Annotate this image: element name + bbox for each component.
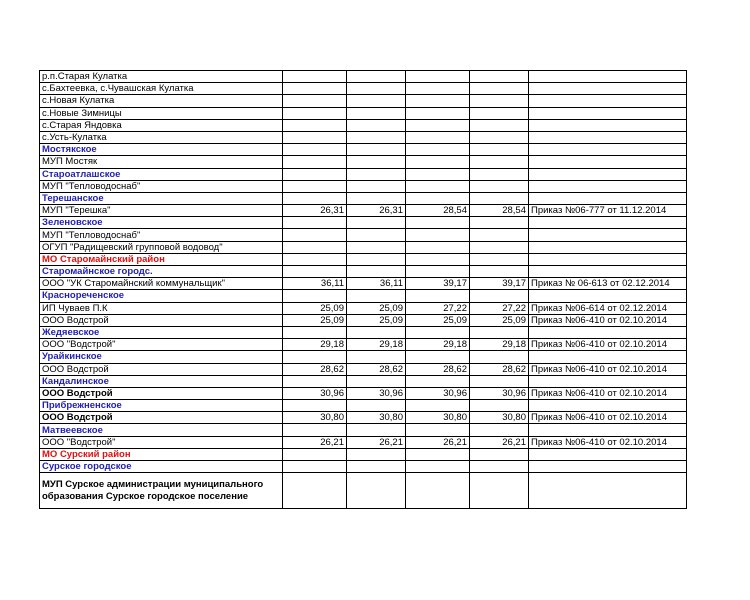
value-cell[interactable] <box>406 83 470 95</box>
value-cell[interactable] <box>283 473 347 509</box>
value-cell[interactable]: 25,09 <box>283 314 347 326</box>
value-cell[interactable] <box>347 326 406 338</box>
order-note-cell[interactable] <box>529 241 687 253</box>
table-row <box>40 412 687 424</box>
table-row <box>40 229 687 241</box>
value-cell[interactable]: 30,96 <box>283 387 347 399</box>
value-cell[interactable]: 26,31 <box>347 205 406 217</box>
order-note-cell[interactable] <box>529 180 687 192</box>
value-cell[interactable] <box>283 180 347 192</box>
value-cell[interactable]: 30,80 <box>347 412 406 424</box>
order-note-cell[interactable] <box>529 144 687 156</box>
table-row <box>40 436 687 448</box>
table-row <box>40 387 687 399</box>
value-cell[interactable] <box>406 156 470 168</box>
value-cell[interactable] <box>406 95 470 107</box>
order-note-cell[interactable]: Приказ №06-410 от 02.10.2014 <box>529 339 687 351</box>
value-cell[interactable] <box>347 217 406 229</box>
order-note-cell[interactable] <box>529 83 687 95</box>
value-cell[interactable]: 27,22 <box>470 302 529 314</box>
value-cell[interactable]: 27,22 <box>406 302 470 314</box>
row-name-cell[interactable]: Урайкинское <box>40 351 283 363</box>
value-cell[interactable] <box>283 107 347 119</box>
value-cell[interactable]: 26,31 <box>283 205 347 217</box>
table-row <box>40 192 687 204</box>
order-note-cell[interactable] <box>529 229 687 241</box>
order-note-cell[interactable] <box>529 119 687 131</box>
value-cell[interactable] <box>406 131 470 143</box>
value-cell[interactable] <box>347 192 406 204</box>
value-cell[interactable] <box>283 95 347 107</box>
value-cell[interactable]: 28,62 <box>283 363 347 375</box>
table-row <box>40 205 687 217</box>
value-cell[interactable] <box>283 229 347 241</box>
value-cell[interactable] <box>283 119 347 131</box>
value-cell[interactable] <box>406 375 470 387</box>
value-cell[interactable]: 25,09 <box>406 314 470 326</box>
value-cell[interactable]: 25,09 <box>347 302 406 314</box>
value-cell[interactable] <box>347 156 406 168</box>
value-cell[interactable] <box>283 253 347 265</box>
value-cell[interactable] <box>470 266 529 278</box>
value-cell[interactable] <box>470 424 529 436</box>
value-cell[interactable] <box>406 192 470 204</box>
value-cell[interactable]: 39,17 <box>470 278 529 290</box>
value-cell[interactable] <box>347 266 406 278</box>
row-name-cell[interactable]: Мостякское <box>40 144 283 156</box>
value-cell[interactable] <box>470 375 529 387</box>
order-note-cell[interactable]: Приказ №06-410 от 02.10.2014 <box>529 387 687 399</box>
value-cell[interactable] <box>347 119 406 131</box>
value-cell[interactable]: 25,09 <box>347 314 406 326</box>
value-cell[interactable] <box>406 168 470 180</box>
row-name-cell[interactable]: МУП "Терешка" <box>40 205 283 217</box>
row-name-cell[interactable]: с.Старая Яндовка <box>40 119 283 131</box>
order-note-cell[interactable] <box>529 95 687 107</box>
order-note-cell[interactable] <box>529 448 687 460</box>
row-name-cell[interactable]: Зеленовское <box>40 217 283 229</box>
value-cell[interactable]: 29,18 <box>283 339 347 351</box>
value-cell[interactable]: 29,18 <box>470 339 529 351</box>
value-cell[interactable] <box>470 131 529 143</box>
value-cell[interactable] <box>347 351 406 363</box>
value-cell[interactable] <box>347 473 406 509</box>
value-cell[interactable] <box>470 119 529 131</box>
order-note-cell[interactable] <box>529 400 687 412</box>
value-cell[interactable]: 28,54 <box>406 205 470 217</box>
order-note-cell[interactable] <box>529 326 687 338</box>
value-cell[interactable] <box>347 180 406 192</box>
value-cell[interactable] <box>347 448 406 460</box>
row-name-cell[interactable]: ООО Водстрой <box>40 412 283 424</box>
table-row <box>40 290 687 302</box>
value-cell[interactable] <box>470 180 529 192</box>
value-cell[interactable] <box>347 461 406 473</box>
order-note-cell[interactable] <box>529 217 687 229</box>
order-note-cell[interactable] <box>529 473 687 509</box>
table-row <box>40 473 687 509</box>
value-cell[interactable]: 30,96 <box>470 387 529 399</box>
table-row <box>40 119 687 131</box>
value-cell[interactable] <box>470 192 529 204</box>
value-cell[interactable] <box>347 83 406 95</box>
value-cell[interactable] <box>470 351 529 363</box>
row-name-cell[interactable]: с.Новая Кулатка <box>40 95 283 107</box>
row-name-cell[interactable]: Матвеевское <box>40 424 283 436</box>
value-cell[interactable] <box>347 241 406 253</box>
table-row <box>40 278 687 290</box>
order-note-cell[interactable] <box>529 424 687 436</box>
row-name-cell[interactable]: ООО Водстрой <box>40 363 283 375</box>
value-cell[interactable] <box>470 400 529 412</box>
order-note-cell[interactable] <box>529 290 687 302</box>
order-note-cell[interactable]: Приказ №06-777 от 11.12.2014 <box>529 205 687 217</box>
value-cell[interactable] <box>283 351 347 363</box>
value-cell[interactable] <box>283 375 347 387</box>
value-cell[interactable] <box>470 107 529 119</box>
table-row <box>40 107 687 119</box>
order-note-cell[interactable] <box>529 461 687 473</box>
value-cell[interactable]: 29,18 <box>347 339 406 351</box>
value-cell[interactable] <box>283 156 347 168</box>
value-cell[interactable] <box>283 461 347 473</box>
value-cell[interactable]: 29,18 <box>406 339 470 351</box>
value-cell[interactable] <box>347 229 406 241</box>
value-cell[interactable] <box>470 448 529 460</box>
value-cell[interactable]: 30,96 <box>406 387 470 399</box>
order-note-cell[interactable] <box>529 253 687 265</box>
table-row <box>40 314 687 326</box>
table-row <box>40 168 687 180</box>
value-cell[interactable] <box>283 326 347 338</box>
value-cell[interactable] <box>406 253 470 265</box>
table-row <box>40 302 687 314</box>
value-cell[interactable] <box>406 266 470 278</box>
value-cell[interactable] <box>406 424 470 436</box>
value-cell[interactable]: 28,54 <box>470 205 529 217</box>
row-name-cell[interactable]: ООО Водстрой <box>40 387 283 399</box>
value-cell[interactable] <box>406 326 470 338</box>
table-row <box>40 95 687 107</box>
row-name-cell[interactable]: ООО Водстрой <box>40 314 283 326</box>
value-cell[interactable] <box>470 144 529 156</box>
table-row <box>40 448 687 460</box>
value-cell[interactable] <box>406 473 470 509</box>
value-cell[interactable]: 30,96 <box>347 387 406 399</box>
value-cell[interactable] <box>470 461 529 473</box>
order-note-cell[interactable]: Приказ №06-410 от 02.10.2014 <box>529 363 687 375</box>
value-cell[interactable] <box>406 144 470 156</box>
value-cell[interactable] <box>283 266 347 278</box>
value-cell[interactable] <box>470 326 529 338</box>
order-note-cell[interactable]: Приказ №06-614 от 02.12.2014 <box>529 302 687 314</box>
row-name-cell[interactable]: ОГУП "Радищевский групповой водовод" <box>40 241 283 253</box>
order-note-cell[interactable] <box>529 156 687 168</box>
value-cell[interactable] <box>347 400 406 412</box>
tariff-table <box>39 70 687 509</box>
value-cell[interactable] <box>347 168 406 180</box>
value-cell[interactable] <box>406 351 470 363</box>
value-cell[interactable] <box>470 168 529 180</box>
row-name-cell[interactable]: ООО "УК Старомайнский коммунальщик" <box>40 278 283 290</box>
table-row <box>40 156 687 168</box>
value-cell[interactable] <box>283 448 347 460</box>
value-cell[interactable]: 30,80 <box>283 412 347 424</box>
value-cell[interactable] <box>406 400 470 412</box>
table-row <box>40 266 687 278</box>
value-cell[interactable]: 36,11 <box>347 278 406 290</box>
table-row <box>40 424 687 436</box>
table-row <box>40 363 687 375</box>
tariff-table-body <box>40 71 687 509</box>
row-name-cell[interactable]: Кандалинское <box>40 375 283 387</box>
table-row <box>40 241 687 253</box>
value-cell[interactable]: 25,09 <box>470 314 529 326</box>
value-cell[interactable] <box>347 95 406 107</box>
value-cell[interactable] <box>347 253 406 265</box>
value-cell[interactable] <box>283 217 347 229</box>
value-cell[interactable] <box>347 290 406 302</box>
value-cell[interactable]: 25,09 <box>283 302 347 314</box>
row-name-cell[interactable]: ИП Чуваев П.К <box>40 302 283 314</box>
value-cell[interactable]: 26,21 <box>283 436 347 448</box>
value-cell[interactable] <box>347 71 406 83</box>
value-cell[interactable] <box>470 229 529 241</box>
value-cell[interactable]: 28,62 <box>347 363 406 375</box>
value-cell[interactable] <box>347 375 406 387</box>
table-row <box>40 144 687 156</box>
value-cell[interactable] <box>470 83 529 95</box>
value-cell[interactable] <box>470 290 529 302</box>
table-row <box>40 326 687 338</box>
row-name-cell[interactable]: МУП Сурское администрации муниципального образования Сурское городское поселение <box>40 473 283 509</box>
value-cell[interactable] <box>406 241 470 253</box>
value-cell[interactable] <box>406 107 470 119</box>
row-name-cell[interactable]: Прибрежненское <box>40 400 283 412</box>
row-name-cell[interactable]: Жедяевское <box>40 326 283 338</box>
row-name-cell[interactable]: Терешанское <box>40 192 283 204</box>
table-row <box>40 217 687 229</box>
table-row <box>40 253 687 265</box>
value-cell[interactable]: 30,80 <box>406 412 470 424</box>
order-note-cell[interactable]: Приказ №06-410 от 02.10.2014 <box>529 314 687 326</box>
row-name-cell[interactable]: ООО "Водстрой" <box>40 436 283 448</box>
table-row <box>40 339 687 351</box>
value-cell[interactable] <box>283 241 347 253</box>
value-cell[interactable] <box>406 217 470 229</box>
row-name-cell[interactable]: МО Сурский район <box>40 448 283 460</box>
order-note-cell[interactable] <box>529 351 687 363</box>
row-name-cell[interactable]: Староатлашское <box>40 168 283 180</box>
order-note-cell[interactable] <box>529 375 687 387</box>
order-note-cell[interactable]: Приказ № 06-613 от 02.12.2014 <box>529 278 687 290</box>
value-cell[interactable] <box>470 473 529 509</box>
value-cell[interactable] <box>470 253 529 265</box>
row-name-cell[interactable]: МУП "Тепловодоснаб" <box>40 229 283 241</box>
value-cell[interactable] <box>406 290 470 302</box>
table-row <box>40 351 687 363</box>
row-name-cell[interactable]: ООО "Водстрой" <box>40 339 283 351</box>
value-cell[interactable] <box>283 71 347 83</box>
value-cell[interactable]: 28,62 <box>470 363 529 375</box>
order-note-cell[interactable] <box>529 192 687 204</box>
table-row <box>40 461 687 473</box>
table-row <box>40 71 687 83</box>
table-row <box>40 375 687 387</box>
value-cell[interactable]: 26,21 <box>470 436 529 448</box>
value-cell[interactable]: 36,11 <box>283 278 347 290</box>
row-name-cell[interactable]: Старомайнское городс. <box>40 266 283 278</box>
order-note-cell[interactable]: Приказ №06-410 от 02.10.2014 <box>529 436 687 448</box>
table-row <box>40 131 687 143</box>
row-name-cell[interactable]: МУП "Тепловодоснаб" <box>40 180 283 192</box>
order-note-cell[interactable]: Приказ №06-410 от 02.10.2014 <box>529 412 687 424</box>
order-note-cell[interactable] <box>529 168 687 180</box>
row-name-cell[interactable]: Краснореченское <box>40 290 283 302</box>
value-cell[interactable] <box>406 229 470 241</box>
value-cell[interactable] <box>283 131 347 143</box>
value-cell[interactable] <box>406 461 470 473</box>
value-cell[interactable] <box>283 400 347 412</box>
order-note-cell[interactable] <box>529 266 687 278</box>
table-row <box>40 400 687 412</box>
value-cell[interactable] <box>406 180 470 192</box>
value-cell[interactable]: 28,62 <box>406 363 470 375</box>
value-cell[interactable] <box>406 448 470 460</box>
value-cell[interactable] <box>470 156 529 168</box>
value-cell[interactable]: 30,80 <box>470 412 529 424</box>
order-note-cell[interactable] <box>529 107 687 119</box>
order-note-cell[interactable] <box>529 131 687 143</box>
value-cell[interactable] <box>470 71 529 83</box>
row-name-cell[interactable]: с.Новые Зимницы <box>40 107 283 119</box>
value-cell[interactable] <box>470 95 529 107</box>
row-name-cell[interactable]: р.п.Старая Кулатка <box>40 71 283 83</box>
value-cell[interactable]: 39,17 <box>406 278 470 290</box>
table-row <box>40 180 687 192</box>
table-row <box>40 83 687 95</box>
value-cell[interactable] <box>283 144 347 156</box>
value-cell[interactable] <box>470 241 529 253</box>
row-name-cell[interactable]: МУП Мостяк <box>40 156 283 168</box>
value-cell[interactable]: 26,21 <box>406 436 470 448</box>
value-cell[interactable] <box>283 424 347 436</box>
value-cell[interactable] <box>347 424 406 436</box>
row-name-cell[interactable]: МО Старомайнский район <box>40 253 283 265</box>
value-cell[interactable] <box>283 290 347 302</box>
value-cell[interactable] <box>470 217 529 229</box>
value-cell[interactable] <box>347 131 406 143</box>
value-cell[interactable] <box>283 168 347 180</box>
value-cell[interactable] <box>406 119 470 131</box>
row-name-cell[interactable]: Сурское городское <box>40 461 283 473</box>
value-cell[interactable] <box>406 71 470 83</box>
value-cell[interactable] <box>347 144 406 156</box>
row-name-cell[interactable]: с.Усть-Кулатка <box>40 131 283 143</box>
row-name-cell[interactable]: с.Бахтеевка, с.Чувашская Кулатка <box>40 83 283 95</box>
value-cell[interactable]: 26,21 <box>347 436 406 448</box>
value-cell[interactable] <box>347 107 406 119</box>
value-cell[interactable] <box>283 83 347 95</box>
value-cell[interactable] <box>283 192 347 204</box>
order-note-cell[interactable] <box>529 71 687 83</box>
